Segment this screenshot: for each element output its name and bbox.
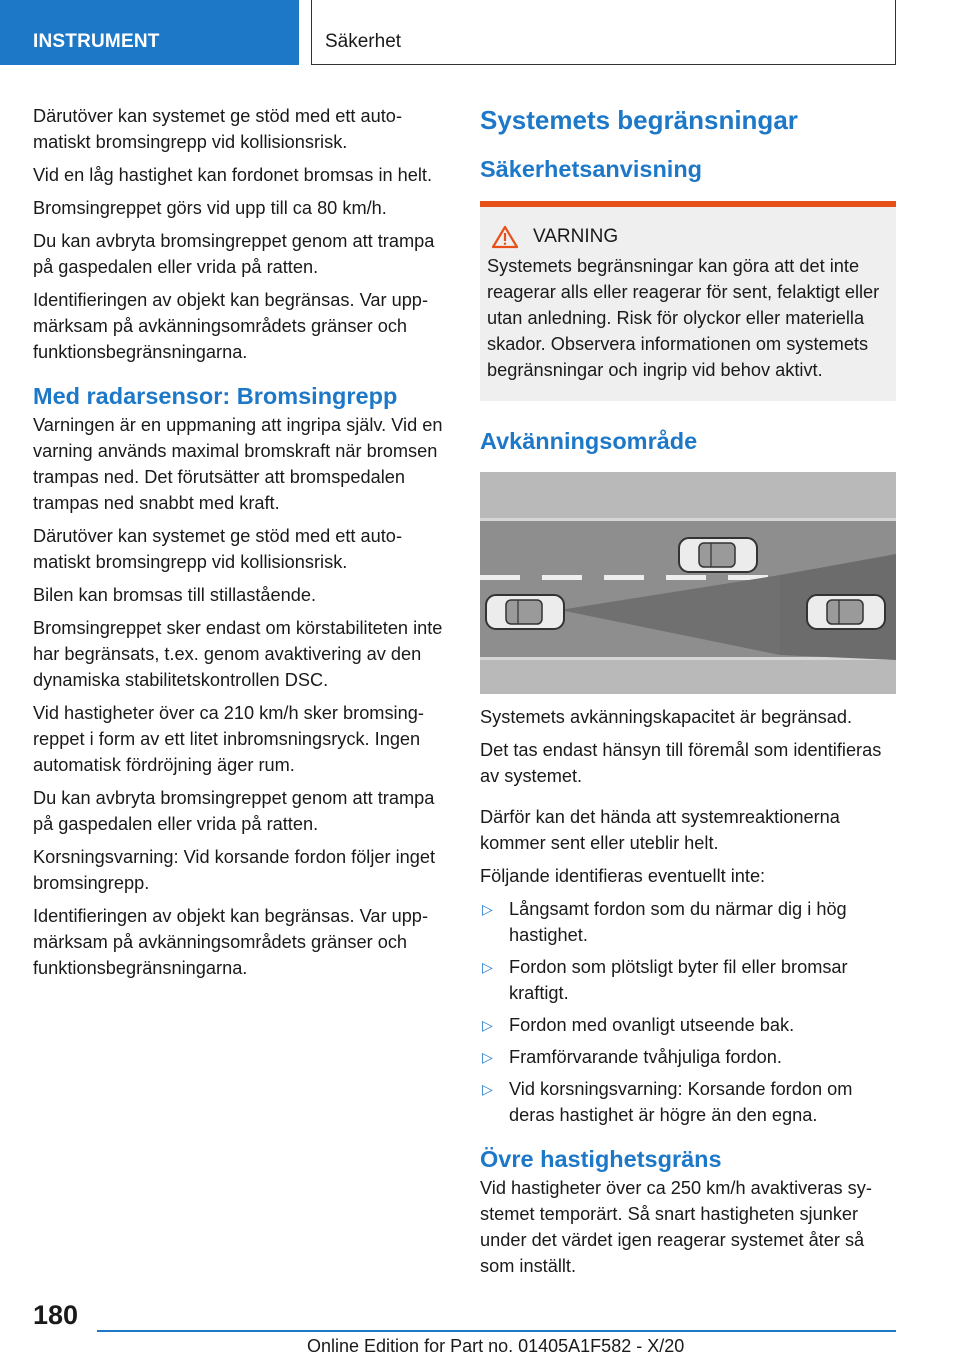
paragraph: Du kan avbryta bromsingreppet genom att trampa på gaspedalen eller vrida på ratten. (33, 788, 435, 834)
paragraph: Identifieringen av objekt kan begränsas. Var uppmärksam på avkänningsområdets gränser och funktionsbegränsningarna. (33, 290, 428, 362)
warning-triangle-icon (491, 225, 519, 249)
paragraph: Vid en låg hastighet kan fordonet bromsas in helt. (33, 165, 433, 185)
list-item: ▷ Framförvarande tvåhjuliga fordon. (480, 1044, 896, 1070)
paragraph: Du kan avbryta bromsingreppet genom att trampa på gaspedalen eller vrida på ratten. (33, 231, 435, 277)
radar-heading: Med radarsensor: Bromsingrepp (33, 383, 398, 409)
paragraph: Därutöver kan systemet ge stöd med ett automatiskt bromsingrepp vid kollisionsrisk. (33, 106, 402, 152)
paragraph: Därutöver kan systemet ge stöd med ett automatiskt bromsingrepp vid kollisionsrisk. (33, 526, 402, 572)
section-label: INSTRUMENT (33, 31, 160, 52)
warning-title (491, 225, 884, 249)
list-item: ▷ Långsamt fordon som du närmar dig i hög hastighet. (480, 896, 896, 948)
section-title: Systemets begränsningar (480, 105, 798, 135)
triangle-bullet-icon: ▷ (482, 1017, 493, 1033)
section-tab (0, 0, 299, 65)
safety-heading: Säkerhetsanvisning (480, 156, 703, 182)
detection-area-illustration (480, 472, 896, 694)
paragraph: Systemets avkänningskapacitet är begränsad. (480, 707, 853, 727)
paragraph: Vid hastigheter över ca 210 km/h sker bromsingreppet i form av ett litet inbromsningsryck. Ingen automatisk fördröjning äger rum. (33, 703, 424, 775)
paragraph: Därför kan det hända att systemreaktionerna kommer sent eller uteblir helt. (480, 807, 840, 853)
chapter-label: Säkerhet (325, 31, 402, 52)
triangle-bullet-icon: ▷ (482, 959, 493, 975)
footer-divider (97, 1330, 896, 1332)
paragraph: Korsningsvarning: Vid korsande fordon följer inget bromsingrepp. (33, 847, 436, 893)
chapter-tab (311, 0, 896, 65)
triangle-bullet-icon: ▷ (482, 1049, 493, 1065)
triangle-bullet-icon: ▷ (482, 901, 493, 917)
paragraph: Varningen är en uppmaning att ingripa själv. Vid en varning används maximal bromskraft när bromsen trampas ned. Det förutsätter att bromspedalen trampas ned snabbt med kraft. (33, 415, 443, 513)
paragraph: Bromsingreppet sker endast om körstabiliteten inte har begränsats, t.ex. genom avaktivering av den dynamiska stabilitetskontrollen DSC. (33, 618, 443, 690)
paragraph: Bilen kan bromsas till stillastående. (33, 585, 317, 605)
list-item: ▷ Fordon som plötsligt byter fil eller bromsar kraftigt. (480, 954, 896, 1006)
speed-heading: Övre hastighetsgräns (480, 1146, 722, 1172)
warning-box (480, 201, 896, 401)
edition-text: Online Edition for Part no. 01405A1F582 - X/20 (307, 1336, 685, 1356)
car-icon (807, 595, 885, 629)
paragraph: Följande identifieras eventuellt inte: (480, 866, 766, 886)
car-icon (679, 538, 757, 572)
car-icon (486, 595, 564, 629)
paragraph: Vid hastigheter över ca 250 km/h avaktiveras systemet temporärt. Så snart hastigheten sjunker under det värdet igen reagerar systemet åter så som inställt. (480, 1178, 872, 1276)
right-column (480, 103, 896, 1286)
paragraph: Bromsingreppet görs vid upp till ca 80 km/h. (33, 198, 387, 218)
left-column (33, 103, 445, 988)
list-item: ▷ Fordon med ovanligt utseende bak. (480, 1012, 896, 1038)
warning-label: VARNING (533, 226, 619, 247)
warning-text: Systemets begränsningar kan göra att det inte reagerar alls eller reagerar för sent, felaktigt eller utan anledning. Risk för olyckor eller materiella skador. Observera informationen om systemets begränsningar och ingrip vid behov aktivt. (487, 256, 880, 380)
page-number: 180 (33, 1300, 79, 1330)
paragraph: Identifieringen av objekt kan begränsas. Var uppmärksam på avkänningsområdets gränser och funktionsbegränsningarna. (33, 906, 428, 978)
paragraph: Det tas endast hänsyn till föremål som identifieras av systemet. (480, 740, 882, 786)
list-item: ▷ Vid korsningsvarning: Korsande fordon om deras hastighet är högre än den egna. (480, 1076, 896, 1128)
triangle-bullet-icon: ▷ (482, 1081, 493, 1097)
limitation-list (480, 896, 896, 1128)
road-illustration (480, 472, 896, 694)
detection-heading: Avkänningsområde (480, 428, 698, 454)
